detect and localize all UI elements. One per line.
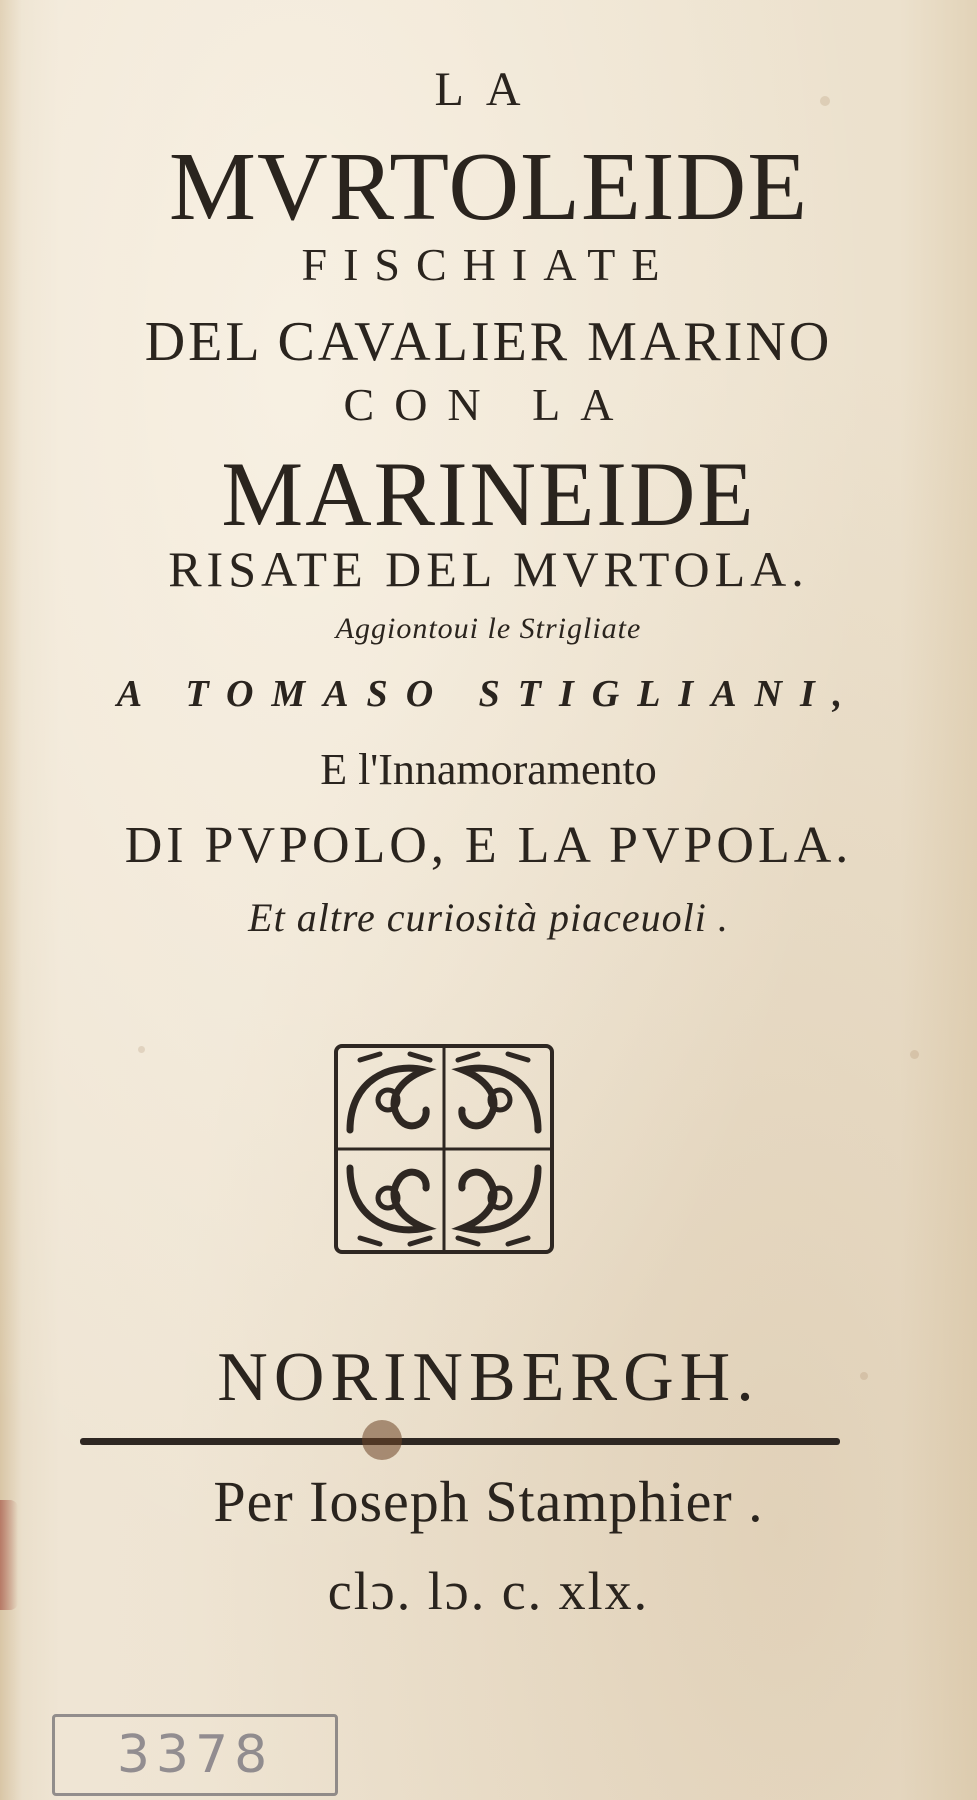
imprint-place: NORINBERGH.: [217, 1339, 760, 1416]
imprint-printer: Per Ioseph Stamphier .: [213, 1469, 764, 1534]
imprint-date: clɔ. lɔ. c. xlx.: [327, 1561, 650, 1621]
title-line-la: LA: [434, 63, 543, 116]
subtitle-altre-curiosita: Et altre curiosità piaceuoli .: [248, 895, 729, 940]
ink-blot: [362, 1420, 402, 1460]
imprint-rule: [80, 1438, 840, 1445]
library-stamp: 3378: [52, 1714, 338, 1796]
title-line-fischiate: FISCHIATE: [301, 239, 676, 290]
title-line-cavalier-marino: DEL CAVALIER MARINO: [144, 311, 833, 373]
title-line-con-la: CON LA: [343, 379, 634, 430]
foxing-spot: [138, 1046, 145, 1053]
title-main-marineide: MARINEIDE: [221, 443, 756, 545]
subtitle-tomaso-stigliani: A TOMASO STIGLIANI,: [116, 673, 861, 715]
title-main-murtoleide: MVRTOLEIDE: [168, 133, 809, 241]
title-line-risate: RISATE DEL MVRTOLA.: [168, 541, 809, 597]
printers-ornament: [330, 1040, 558, 1258]
subtitle-pupolo: DI PVPOLO, E LA PVPOLA.: [124, 817, 853, 874]
foxing-spot: [910, 1050, 919, 1059]
subtitle-aggiontoui: Aggiontoui le Strigliate: [335, 612, 642, 645]
subtitle-innamoramento: E l'Innamoramento: [320, 745, 657, 794]
